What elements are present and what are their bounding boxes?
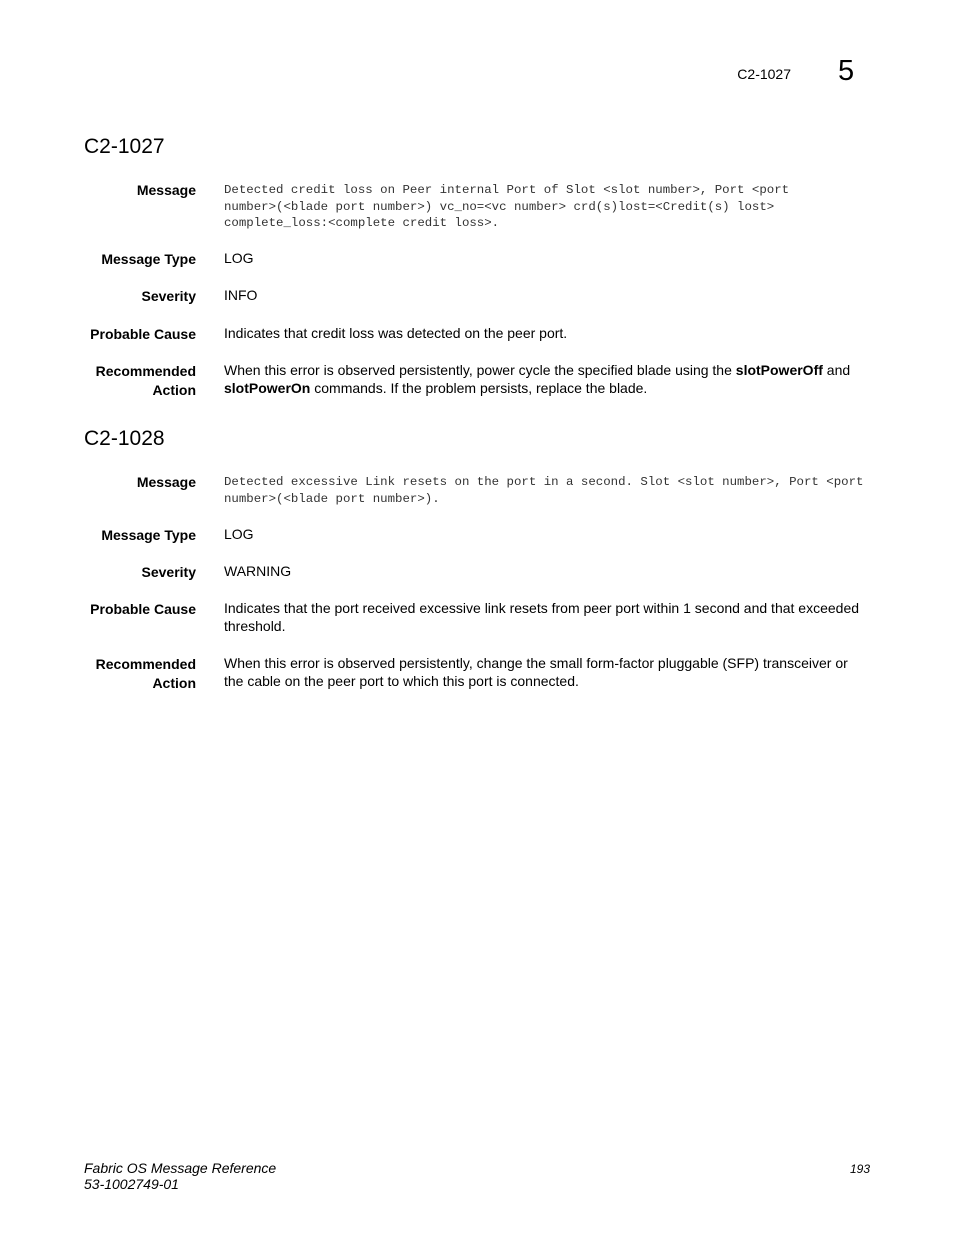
section-title-c2-1027: C2-1027 bbox=[84, 135, 165, 158]
message-text: Detected excessive Link resets on the port in a second. Slot <slot number>, Port <port number>(<blade port number>). bbox=[224, 475, 864, 506]
message-type-value: LOG bbox=[224, 526, 254, 542]
message-text: Detected credit loss on Peer internal Port of Slot <slot number>, Port <port number>(<blade port number>) vc_no=<vc number> crd(s)lost=<Credit(s) lost> complete_loss:<complete credit loss>. bbox=[224, 183, 790, 230]
recommended-action-value bbox=[224, 362, 869, 397]
severity-value: INFO bbox=[224, 287, 258, 303]
recommended-action-label bbox=[66, 655, 196, 693]
chapter-number: 5 bbox=[838, 55, 855, 87]
footer-doc-number: 53-1002749-01 bbox=[84, 1176, 179, 1192]
severity-label: Severity bbox=[141, 564, 196, 580]
recommended-action-label-line2: Action bbox=[152, 675, 196, 691]
recommended-action-label-line1: Recommended bbox=[95, 656, 196, 672]
message-type-label: Message Type bbox=[101, 527, 196, 543]
recommended-action-text-3: commands. If the problem persists, replace the blade. bbox=[310, 379, 648, 396]
severity-value: WARNING bbox=[224, 563, 292, 579]
probable-cause-value: Indicates that the port received excessive link resets from peer port within 1 second and that exceeded threshold. bbox=[224, 600, 860, 634]
recommended-action-value: When this error is observed persistently, change the small form-factor pluggable (SFP) transceiver or the cable on the peer port to which this port is connected. bbox=[224, 655, 848, 689]
recommended-action-label-line1: Recommended bbox=[95, 363, 196, 379]
message-label: Message bbox=[136, 474, 196, 490]
command-slotpoweron: slotPowerOn bbox=[224, 379, 311, 396]
section-title-c2-1028: C2-1028 bbox=[84, 427, 165, 450]
running-header: C2-1027 bbox=[737, 66, 791, 82]
recommended-action-label-line2: Action bbox=[152, 382, 196, 398]
probable-cause-label: Probable Cause bbox=[90, 326, 196, 342]
command-slotpoweroff: slotPowerOff bbox=[735, 362, 823, 378]
footer-doc-title: Fabric OS Message Reference bbox=[84, 1160, 277, 1176]
probable-cause-label: Probable Cause bbox=[90, 601, 196, 617]
recommended-action-text-1: When this error is observed persistently, power cycle the specified blade using the bbox=[224, 362, 736, 378]
recommended-action-text-2: and bbox=[822, 362, 851, 378]
severity-label: Severity bbox=[141, 288, 196, 304]
footer-page-number: 193 bbox=[849, 1162, 870, 1176]
recommended-action-label bbox=[66, 362, 196, 400]
message-type-label: Message Type bbox=[101, 251, 196, 267]
message-type-value: LOG bbox=[224, 250, 254, 266]
message-label: Message bbox=[136, 182, 196, 198]
probable-cause-value: Indicates that credit loss was detected on the peer port. bbox=[224, 325, 568, 341]
